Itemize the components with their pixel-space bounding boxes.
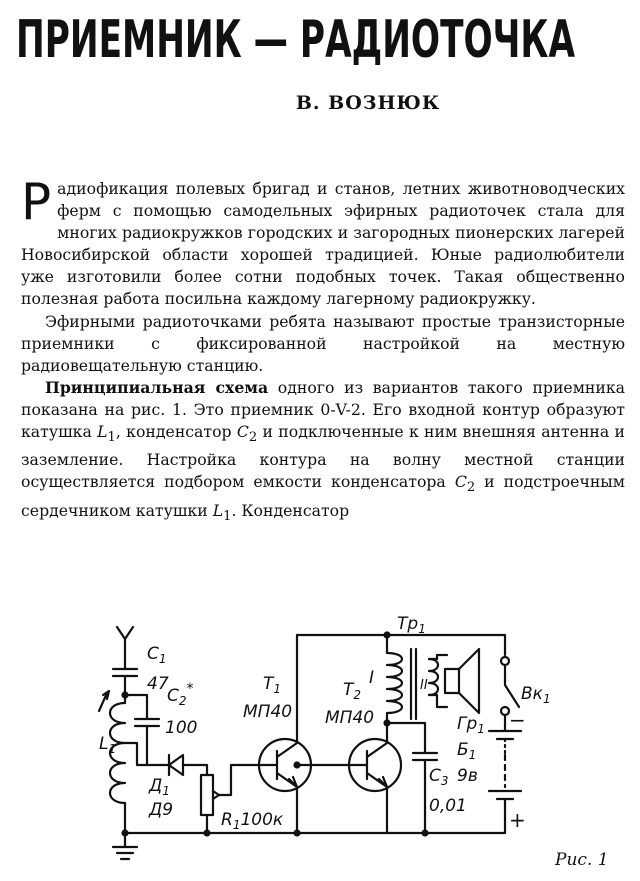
wire-input-bus bbox=[125, 695, 147, 709]
label-d1-type: Д9 bbox=[149, 800, 174, 820]
paragraph-1-text: адиофикация полевых бригад и станов, летних животноводческих ферм с помощью самодельных эфирных радиоточек стала для многих радиокружков городских и загородных пионерских лагерей Новосибирской области хорошей традицией. Юные радиолюбители уже изготовили более сотни подобных точек. Такая общественно полезная работа посильна каждому лагерному радиокружку. bbox=[21, 179, 625, 309]
wire-top-bus bbox=[297, 635, 505, 655]
label-c2-name: $C_2^*$ bbox=[167, 681, 194, 708]
wire-coil-tap bbox=[125, 743, 161, 765]
antenna-icon bbox=[117, 627, 133, 657]
paragraph-3-lead: Принципиальная схема bbox=[45, 377, 269, 397]
label-winding-2: II bbox=[420, 678, 428, 693]
label-c3-name: $C_3$ bbox=[429, 766, 449, 788]
label-gr1: $Гр_1$ bbox=[457, 714, 485, 736]
capacitor-c2-icon bbox=[135, 709, 159, 765]
paragraph-2: Эфирными радиоточками ребята называют простые транзисторные приемники с фиксированной настройкой на местную радиовещательную станцию. bbox=[21, 311, 625, 375]
label-t2-name: $T_2$ bbox=[343, 680, 362, 702]
label-battery-plus: + bbox=[509, 808, 526, 832]
drop-cap: Р bbox=[21, 173, 52, 231]
paragraph-1 bbox=[21, 173, 625, 311]
capacitor-c1-icon bbox=[113, 657, 137, 695]
transistor-t2-icon bbox=[297, 723, 401, 833]
label-t1-name: $T_1$ bbox=[263, 674, 282, 696]
label-t2-type: МП40 bbox=[325, 708, 375, 728]
article-title: ПРИЕМНИК — РАДИОТОЧКА bbox=[16, 10, 576, 70]
author-byline: В. ВОЗНЮК bbox=[295, 92, 441, 114]
label-l1-name: $L_1$ bbox=[99, 734, 117, 756]
label-winding-1: I bbox=[369, 668, 375, 688]
transformer-tr1-icon bbox=[387, 635, 438, 723]
label-c1-name: $C_1$ bbox=[147, 644, 167, 666]
junction-node bbox=[123, 693, 128, 698]
label-tr1: $Тр_1$ bbox=[397, 615, 426, 636]
figure-caption: Рис. 1 bbox=[555, 850, 609, 870]
label-r1: $R_1100к$ bbox=[221, 810, 284, 832]
label-d1-name: $Д_1$ bbox=[149, 776, 170, 798]
article-body bbox=[21, 173, 625, 528]
diode-d1-icon bbox=[161, 755, 207, 775]
label-t1-type: МП40 bbox=[243, 702, 293, 722]
label-b1-name: $Б_1$ bbox=[457, 740, 477, 762]
label-c2-value: 100 bbox=[165, 718, 198, 738]
label-battery-minus: − bbox=[509, 708, 526, 732]
label-b1-value: 9в bbox=[457, 766, 478, 786]
label-c1-value: 47 bbox=[147, 674, 169, 694]
ground-icon bbox=[113, 833, 137, 859]
circuit-schematic bbox=[85, 615, 630, 877]
label-bk1: $Вк_1$ bbox=[521, 684, 551, 706]
transistor-t1-icon bbox=[259, 635, 311, 833]
label-c3-value: 0,01 bbox=[429, 796, 467, 816]
paragraph-3: Принципиальная схема одного из вариантов такого приемника показана на рис. 1. Это приемник 0-V-2. Его входной контур образуют катушка $L_1$, конденсатор $C_2$ и подключенные к ним внешняя антенна и заземление. Настройка контура на волну местной станции осуществляется подбором емкости конденсатора $C_2$ и подстроечным сердечником катушки $L_1$. Конденсатор bbox=[21, 377, 625, 524]
